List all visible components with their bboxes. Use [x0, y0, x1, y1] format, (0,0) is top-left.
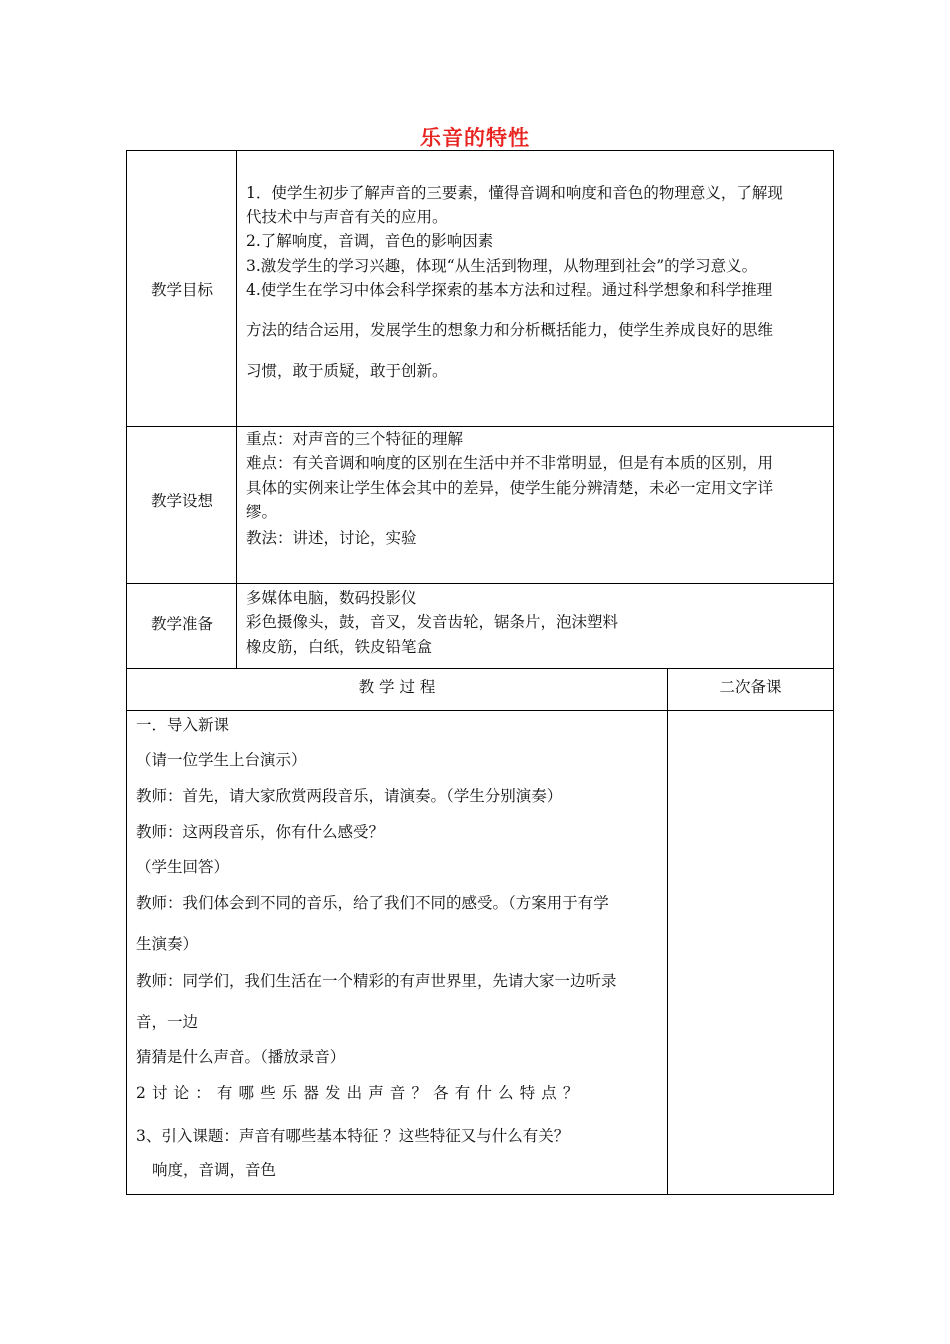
objectives-line: 代技术中与声音有关的应用。 [246, 208, 448, 226]
design-line: 难点：有关音调和响度的区别在生活中并不非常明显，但是有本质的区别，用 [246, 454, 774, 472]
table-border-right [833, 150, 834, 1195]
process-line: 一．导入新课 [136, 716, 230, 734]
process-line: 教师：同学们，我们生活在一个精彩的有声世界里，先请大家一边听录 [136, 972, 617, 990]
process-line: 教师：我们体会到不同的音乐，给了我们不同的感受。（方案用于有学 [136, 894, 609, 912]
process-line: 音，一边 [136, 1013, 199, 1031]
objectives-line: 3.激发学生的学习兴趣，体现“从生活到物理，从物理到社会”的学习意义。 [246, 257, 758, 275]
preparation-line: 多媒体电脑，数码投影仪 [246, 589, 417, 607]
label-column-divider [236, 150, 237, 669]
table-border-left [126, 150, 127, 1195]
notes-column-divider [667, 668, 668, 1195]
process-line: （学生回答） [136, 858, 230, 876]
design-line: 教法：讲述，讨论，实验 [246, 529, 417, 547]
table-border-bottom [126, 1194, 834, 1195]
design-line: 重点：对声音的三个特征的理解 [246, 430, 464, 448]
objectives-line: 习惯，敢于质疑，敢于创新。 [246, 362, 448, 380]
design-line: 具体的实例来让学生体会其中的差异，使学生能分辨清楚，未必一定用文字详 [246, 479, 774, 497]
objectives-line: 1．使学生初步了解声音的三要素，懂得音调和响度和音色的物理意义，了解现 [246, 184, 783, 202]
process-line: 3、引入课题：声音有哪些基本特征 ？这些特征又与什么有关？ [136, 1127, 570, 1145]
preparation-label: 教学准备 [150, 615, 213, 633]
objectives-label: 教学目标 [150, 281, 213, 299]
design-label: 教学设想 [150, 492, 213, 510]
row-divider-design [126, 583, 834, 584]
objectives-line: 4.使学生在学习中体会科学探索的基本方法和过程。通过科学想象和科学推理 [246, 281, 773, 299]
process-line: 教师：首先，请大家欣赏两段音乐，请演奏。（学生分别演奏） [136, 787, 563, 805]
process-line: 生演奏） [136, 935, 199, 953]
design-line: 缪。 [246, 503, 278, 521]
row-divider-objectives [126, 426, 834, 427]
objectives-line: 2.了解响度，音调，音色的影响因素 [246, 232, 494, 250]
preparation-line: 橡皮筋，白纸，铁皮铅笔盒 [246, 638, 433, 656]
process-line: （请一位学生上台演示） [136, 751, 307, 769]
objectives-line: 方法的结合运用，发展学生的想象力和分析概括能力，使学生养成良好的思维 [246, 321, 774, 339]
preparation-line: 彩色摄像头，鼓，音叉，发音齿轮，锯条片，泡沫塑料 [246, 613, 619, 631]
process-line: 猜猜是什么声音。（播放录音） [136, 1048, 346, 1066]
process-line: 2 讨 论 ： 有 哪 些 乐 器 发 出 声 音 ？ 各 有 什 么 特 点 ？ [136, 1084, 580, 1102]
table-border-top [126, 150, 834, 151]
document-title: 乐音的特性 [420, 126, 530, 150]
row-divider-preparation [126, 668, 834, 669]
process-header: 教 学 过 程 [358, 678, 436, 696]
process-line: 响度，音调，音色 [152, 1161, 277, 1179]
notes-header: 二次备课 [719, 678, 782, 696]
row-divider-process-header [126, 710, 834, 711]
process-line: 教师：这两段音乐，你有什么感受？ [136, 823, 385, 841]
